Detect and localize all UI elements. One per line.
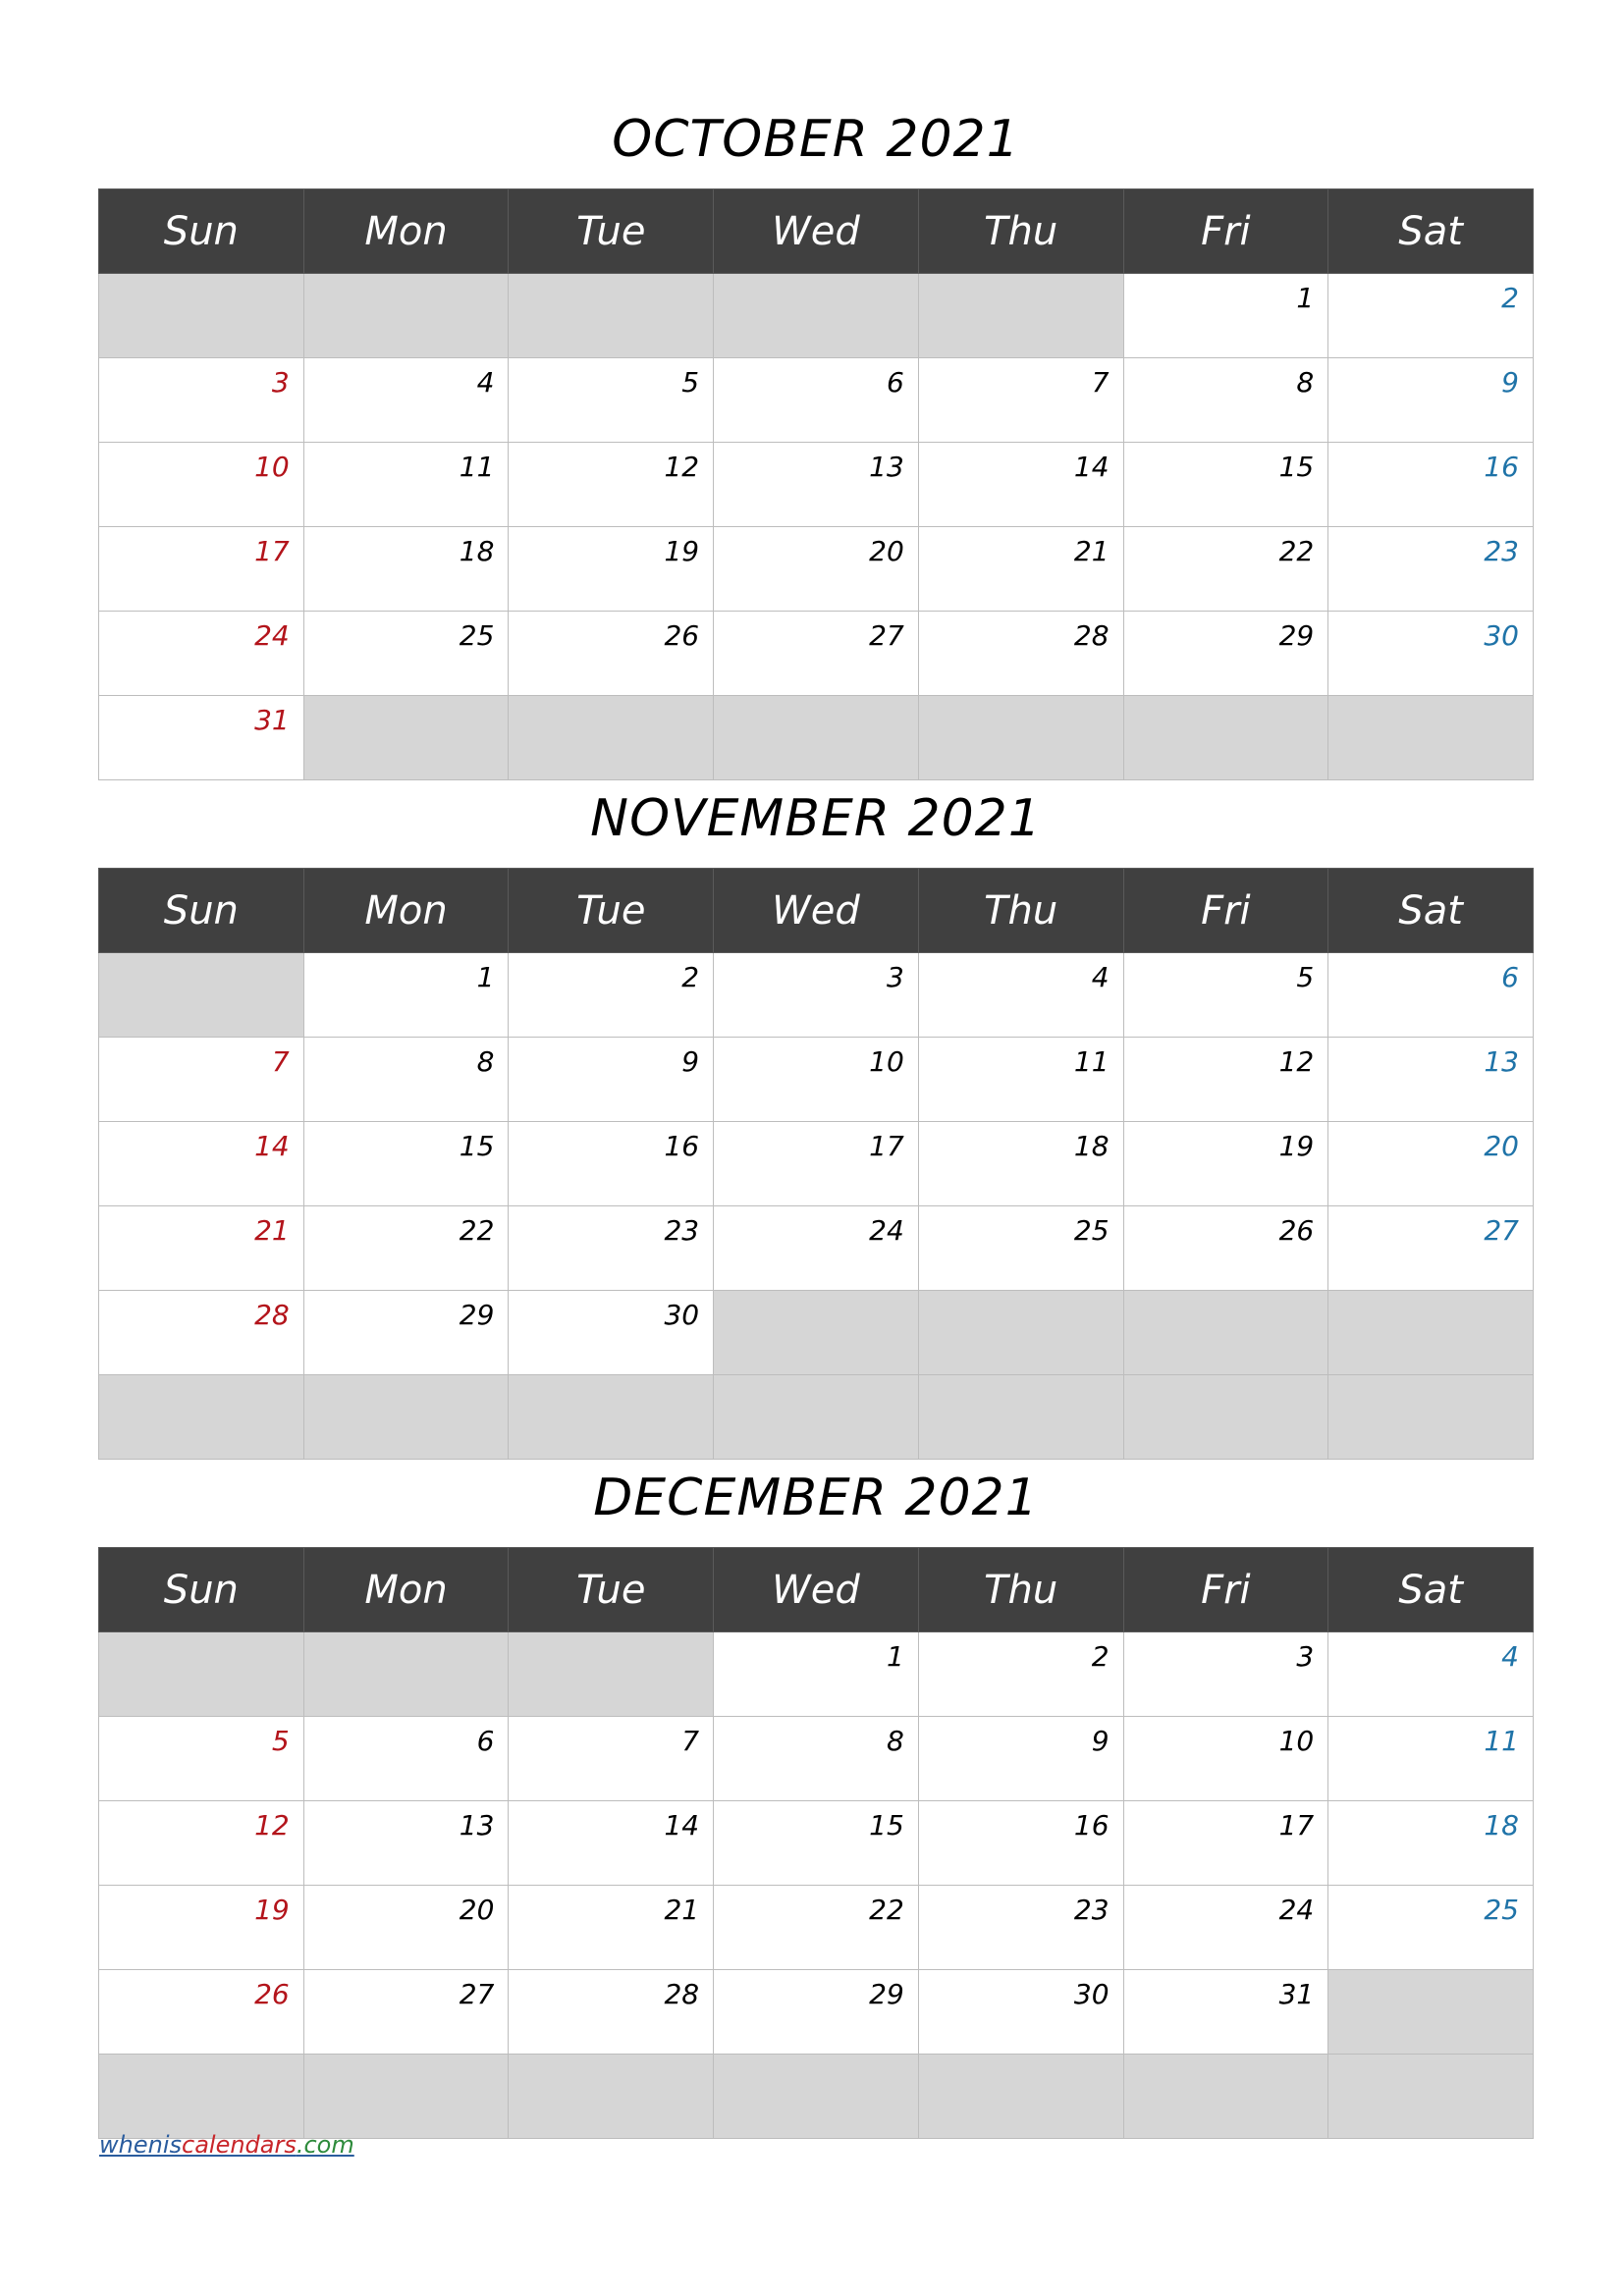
empty-day-cell xyxy=(918,1375,1123,1460)
day-number: 25 xyxy=(1073,1214,1110,1247)
day-number: 14 xyxy=(664,1809,700,1842)
day-number: 17 xyxy=(1278,1809,1315,1842)
day-number: 29 xyxy=(459,1299,495,1331)
empty-day-cell xyxy=(918,1291,1123,1375)
day-cell xyxy=(918,612,1123,696)
day-number: 14 xyxy=(254,1130,290,1162)
day-number: 25 xyxy=(1484,1894,1519,1926)
empty-day-cell xyxy=(303,2055,509,2139)
website-link[interactable] xyxy=(99,2131,354,2159)
day-cell xyxy=(1328,274,1534,358)
day-cell xyxy=(714,443,919,527)
weekday-header: Wed xyxy=(714,1548,919,1632)
day-cell xyxy=(918,1122,1123,1206)
empty-day-cell xyxy=(918,696,1123,780)
empty-day-cell xyxy=(303,696,509,780)
day-number: 11 xyxy=(459,451,495,483)
day-cell xyxy=(303,527,509,612)
day-number: 20 xyxy=(459,1894,495,1926)
empty-day-cell xyxy=(714,1375,919,1460)
day-number: 26 xyxy=(664,619,700,652)
day-number: 27 xyxy=(869,619,904,652)
empty-day-cell xyxy=(99,953,304,1038)
day-number: 24 xyxy=(254,619,290,652)
day-cell xyxy=(918,953,1123,1038)
day-number: 12 xyxy=(1278,1045,1315,1078)
day-cell xyxy=(714,953,919,1038)
day-number: 23 xyxy=(664,1214,700,1247)
weekday-header: Wed xyxy=(714,869,919,953)
day-number: 12 xyxy=(664,451,700,483)
day-number: 20 xyxy=(869,535,904,567)
day-cell xyxy=(714,1886,919,1970)
empty-day-cell xyxy=(99,274,304,358)
day-number: 7 xyxy=(1091,366,1110,399)
website-link-part: calendars xyxy=(182,2131,297,2159)
empty-day-cell xyxy=(99,1375,304,1460)
day-cell xyxy=(509,1717,714,1801)
day-cell xyxy=(1123,953,1328,1038)
day-number: 17 xyxy=(254,535,290,567)
day-cell xyxy=(1123,612,1328,696)
day-cell xyxy=(1328,612,1534,696)
week-row xyxy=(99,696,1534,780)
day-number: 2 xyxy=(1501,282,1519,314)
day-number: 29 xyxy=(1278,619,1315,652)
day-number: 18 xyxy=(459,535,495,567)
day-number: 27 xyxy=(459,1978,495,2010)
empty-day-cell xyxy=(1123,696,1328,780)
day-cell xyxy=(99,1886,304,1970)
day-number: 8 xyxy=(886,1725,904,1757)
day-number: 19 xyxy=(1278,1130,1315,1162)
empty-day-cell xyxy=(918,2055,1123,2139)
day-cell xyxy=(714,1122,919,1206)
day-number: 12 xyxy=(254,1809,290,1842)
day-cell xyxy=(509,527,714,612)
day-number: 26 xyxy=(1278,1214,1315,1247)
week-row xyxy=(99,1970,1534,2055)
month-title: OCTOBER 2021 xyxy=(612,110,1020,169)
day-number: 4 xyxy=(1091,961,1110,993)
month-grid xyxy=(98,1547,1534,2139)
day-cell xyxy=(99,1122,304,1206)
day-cell xyxy=(714,1717,919,1801)
day-number: 28 xyxy=(1073,619,1110,652)
empty-day-cell xyxy=(99,1632,304,1717)
day-number: 5 xyxy=(1296,961,1315,993)
day-cell xyxy=(918,1801,1123,1886)
day-cell xyxy=(1123,1206,1328,1291)
day-cell xyxy=(99,443,304,527)
day-cell xyxy=(99,612,304,696)
day-cell xyxy=(1123,1717,1328,1801)
day-cell xyxy=(1328,1122,1534,1206)
day-number: 15 xyxy=(1278,451,1315,483)
day-number: 18 xyxy=(1484,1809,1519,1842)
day-cell xyxy=(1123,1886,1328,1970)
day-cell xyxy=(714,1801,919,1886)
day-number: 1 xyxy=(886,1640,904,1673)
day-number: 6 xyxy=(1501,961,1519,993)
weekday-header: Mon xyxy=(303,189,509,274)
day-cell xyxy=(99,527,304,612)
day-number: 23 xyxy=(1484,535,1519,567)
day-number: 20 xyxy=(1484,1130,1519,1162)
week-row xyxy=(99,1122,1534,1206)
empty-day-cell xyxy=(509,274,714,358)
weekday-header: Sun xyxy=(99,869,304,953)
day-number: 6 xyxy=(886,366,904,399)
day-number: 24 xyxy=(869,1214,904,1247)
day-cell xyxy=(509,1801,714,1886)
day-cell xyxy=(303,1717,509,1801)
weekday-header: Sat xyxy=(1328,1548,1534,1632)
day-number: 2 xyxy=(681,961,700,993)
day-cell xyxy=(1123,274,1328,358)
day-number: 7 xyxy=(681,1725,700,1757)
empty-day-cell xyxy=(509,696,714,780)
empty-day-cell xyxy=(918,274,1123,358)
day-cell xyxy=(1123,1970,1328,2055)
empty-day-cell xyxy=(99,2055,304,2139)
day-cell xyxy=(303,1038,509,1122)
day-number: 23 xyxy=(1073,1894,1110,1926)
day-cell xyxy=(1123,443,1328,527)
day-cell xyxy=(303,1206,509,1291)
week-row xyxy=(99,358,1534,443)
weekday-header-row xyxy=(99,189,1534,274)
day-cell xyxy=(99,1801,304,1886)
day-cell xyxy=(918,1632,1123,1717)
week-row xyxy=(99,1206,1534,1291)
week-row xyxy=(99,1801,1534,1886)
day-number: 18 xyxy=(1073,1130,1110,1162)
day-cell xyxy=(509,612,714,696)
weekday-header: Tue xyxy=(509,189,714,274)
day-cell xyxy=(509,1038,714,1122)
day-number: 7 xyxy=(271,1045,290,1078)
day-cell xyxy=(303,443,509,527)
day-cell xyxy=(1123,1632,1328,1717)
day-number: 27 xyxy=(1484,1214,1519,1247)
day-cell xyxy=(303,358,509,443)
weekday-header: Tue xyxy=(509,869,714,953)
day-number: 5 xyxy=(271,1725,290,1757)
day-number: 8 xyxy=(1296,366,1315,399)
day-cell xyxy=(303,612,509,696)
week-row xyxy=(99,527,1534,612)
day-number: 4 xyxy=(1501,1640,1519,1673)
day-cell xyxy=(303,1886,509,1970)
day-cell xyxy=(1328,1717,1534,1801)
day-cell xyxy=(918,358,1123,443)
day-cell xyxy=(303,1291,509,1375)
day-cell xyxy=(509,1970,714,2055)
day-number: 5 xyxy=(681,366,700,399)
website-link-part: .com xyxy=(296,2131,354,2159)
day-cell xyxy=(918,1038,1123,1122)
empty-day-cell xyxy=(1123,2055,1328,2139)
month-title: DECEMBER 2021 xyxy=(593,1468,1039,1527)
weekday-header: Fri xyxy=(1123,869,1328,953)
day-number: 31 xyxy=(254,704,290,736)
day-cell xyxy=(1123,358,1328,443)
day-number: 19 xyxy=(664,535,700,567)
day-cell xyxy=(918,527,1123,612)
weekday-header: Fri xyxy=(1123,189,1328,274)
day-cell xyxy=(1328,1801,1534,1886)
day-number: 22 xyxy=(869,1894,904,1926)
day-cell xyxy=(1328,443,1534,527)
day-number: 1 xyxy=(476,961,495,993)
empty-day-cell xyxy=(714,2055,919,2139)
empty-day-cell xyxy=(303,1632,509,1717)
day-number: 22 xyxy=(459,1214,495,1247)
day-number: 11 xyxy=(1073,1045,1110,1078)
day-number: 15 xyxy=(869,1809,904,1842)
day-number: 24 xyxy=(1278,1894,1315,1926)
empty-day-cell xyxy=(303,274,509,358)
day-cell xyxy=(99,1717,304,1801)
day-cell xyxy=(1328,1632,1534,1717)
weekday-header: Sat xyxy=(1328,869,1534,953)
month-grid xyxy=(98,868,1534,1460)
week-row xyxy=(99,1717,1534,1801)
day-cell xyxy=(1328,953,1534,1038)
day-cell xyxy=(99,358,304,443)
day-cell xyxy=(99,1038,304,1122)
day-cell xyxy=(1123,527,1328,612)
day-number: 9 xyxy=(1501,366,1519,399)
day-cell xyxy=(509,1122,714,1206)
week-row xyxy=(99,612,1534,696)
day-cell xyxy=(1123,1801,1328,1886)
weekday-header: Mon xyxy=(303,869,509,953)
day-number: 3 xyxy=(886,961,904,993)
empty-day-cell xyxy=(509,1632,714,1717)
empty-day-cell xyxy=(714,1291,919,1375)
empty-day-cell xyxy=(714,274,919,358)
day-number: 13 xyxy=(459,1809,495,1842)
day-number: 25 xyxy=(459,619,495,652)
day-cell xyxy=(714,527,919,612)
day-cell xyxy=(509,1206,714,1291)
weekday-header-row xyxy=(99,869,1534,953)
empty-day-cell xyxy=(1328,1970,1534,2055)
day-number: 15 xyxy=(459,1130,495,1162)
day-cell xyxy=(918,1886,1123,1970)
day-number: 2 xyxy=(1091,1640,1110,1673)
empty-day-cell xyxy=(509,2055,714,2139)
day-cell xyxy=(303,1801,509,1886)
day-cell xyxy=(303,953,509,1038)
day-number: 28 xyxy=(254,1299,290,1331)
day-number: 4 xyxy=(476,366,495,399)
day-cell xyxy=(714,1632,919,1717)
week-row xyxy=(99,1375,1534,1460)
weekday-header: Tue xyxy=(509,1548,714,1632)
week-row xyxy=(99,443,1534,527)
day-cell xyxy=(1328,527,1534,612)
day-number: 3 xyxy=(271,366,290,399)
week-row xyxy=(99,953,1534,1038)
weekday-header: Fri xyxy=(1123,1548,1328,1632)
day-cell xyxy=(714,612,919,696)
day-cell xyxy=(1123,1122,1328,1206)
day-number: 22 xyxy=(1278,535,1315,567)
day-cell xyxy=(918,443,1123,527)
day-number: 30 xyxy=(1484,619,1519,652)
day-number: 30 xyxy=(1073,1978,1110,2010)
day-number: 10 xyxy=(1278,1725,1315,1757)
day-cell xyxy=(303,1970,509,2055)
day-cell xyxy=(99,1291,304,1375)
empty-day-cell xyxy=(1123,1375,1328,1460)
day-cell xyxy=(303,1122,509,1206)
week-row xyxy=(99,1632,1534,1717)
day-cell xyxy=(1328,1206,1534,1291)
day-cell xyxy=(918,1717,1123,1801)
day-number: 30 xyxy=(664,1299,700,1331)
day-cell xyxy=(714,1970,919,2055)
empty-day-cell xyxy=(1328,2055,1534,2139)
day-number: 29 xyxy=(869,1978,904,2010)
day-cell xyxy=(918,1970,1123,2055)
day-cell xyxy=(99,696,304,780)
day-cell xyxy=(714,1206,919,1291)
day-number: 9 xyxy=(681,1045,700,1078)
day-cell xyxy=(509,953,714,1038)
day-number: 19 xyxy=(254,1894,290,1926)
weekday-header: Wed xyxy=(714,189,919,274)
week-row xyxy=(99,1886,1534,1970)
weekday-header: Sat xyxy=(1328,189,1534,274)
day-number: 17 xyxy=(869,1130,904,1162)
day-cell xyxy=(714,358,919,443)
month-title: NOVEMBER 2021 xyxy=(590,789,1042,848)
day-number: 28 xyxy=(664,1978,700,2010)
day-number: 6 xyxy=(476,1725,495,1757)
day-cell xyxy=(1328,358,1534,443)
day-cell xyxy=(99,1206,304,1291)
day-number: 10 xyxy=(254,451,290,483)
empty-day-cell xyxy=(509,1375,714,1460)
day-cell xyxy=(714,1038,919,1122)
day-number: 13 xyxy=(1484,1045,1519,1078)
weekday-header: Thu xyxy=(918,869,1123,953)
week-row xyxy=(99,2055,1534,2139)
day-cell xyxy=(99,1970,304,2055)
day-number: 13 xyxy=(869,451,904,483)
day-number: 31 xyxy=(1278,1978,1315,2010)
day-cell xyxy=(509,1886,714,1970)
empty-day-cell xyxy=(1123,1291,1328,1375)
weekday-header: Mon xyxy=(303,1548,509,1632)
day-number: 26 xyxy=(254,1978,290,2010)
empty-day-cell xyxy=(1328,1291,1534,1375)
empty-day-cell xyxy=(303,1375,509,1460)
day-number: 14 xyxy=(1073,451,1110,483)
weekday-header-row xyxy=(99,1548,1534,1632)
website-link-part: whenis xyxy=(99,2131,182,2159)
day-cell xyxy=(1123,1038,1328,1122)
day-cell xyxy=(1328,1886,1534,1970)
day-cell xyxy=(509,1291,714,1375)
weekday-header: Sun xyxy=(99,1548,304,1632)
empty-day-cell xyxy=(714,696,919,780)
day-number: 16 xyxy=(664,1130,700,1162)
week-row xyxy=(99,1038,1534,1122)
day-number: 11 xyxy=(1484,1725,1519,1757)
week-row xyxy=(99,274,1534,358)
day-cell xyxy=(918,1206,1123,1291)
day-number: 21 xyxy=(254,1214,290,1247)
day-number: 3 xyxy=(1296,1640,1315,1673)
day-number: 16 xyxy=(1073,1809,1110,1842)
day-number: 16 xyxy=(1484,451,1519,483)
day-number: 21 xyxy=(1073,535,1110,567)
weekday-header: Sun xyxy=(99,189,304,274)
week-row xyxy=(99,1291,1534,1375)
weekday-header: Thu xyxy=(918,189,1123,274)
empty-day-cell xyxy=(1328,1375,1534,1460)
day-number: 21 xyxy=(664,1894,700,1926)
day-number: 9 xyxy=(1091,1725,1110,1757)
empty-day-cell xyxy=(1328,696,1534,780)
day-cell xyxy=(509,358,714,443)
day-number: 8 xyxy=(476,1045,495,1078)
day-cell xyxy=(1328,1038,1534,1122)
weekday-header: Thu xyxy=(918,1548,1123,1632)
month-grid xyxy=(98,188,1534,780)
day-number: 1 xyxy=(1296,282,1315,314)
day-cell xyxy=(509,443,714,527)
day-number: 10 xyxy=(869,1045,904,1078)
